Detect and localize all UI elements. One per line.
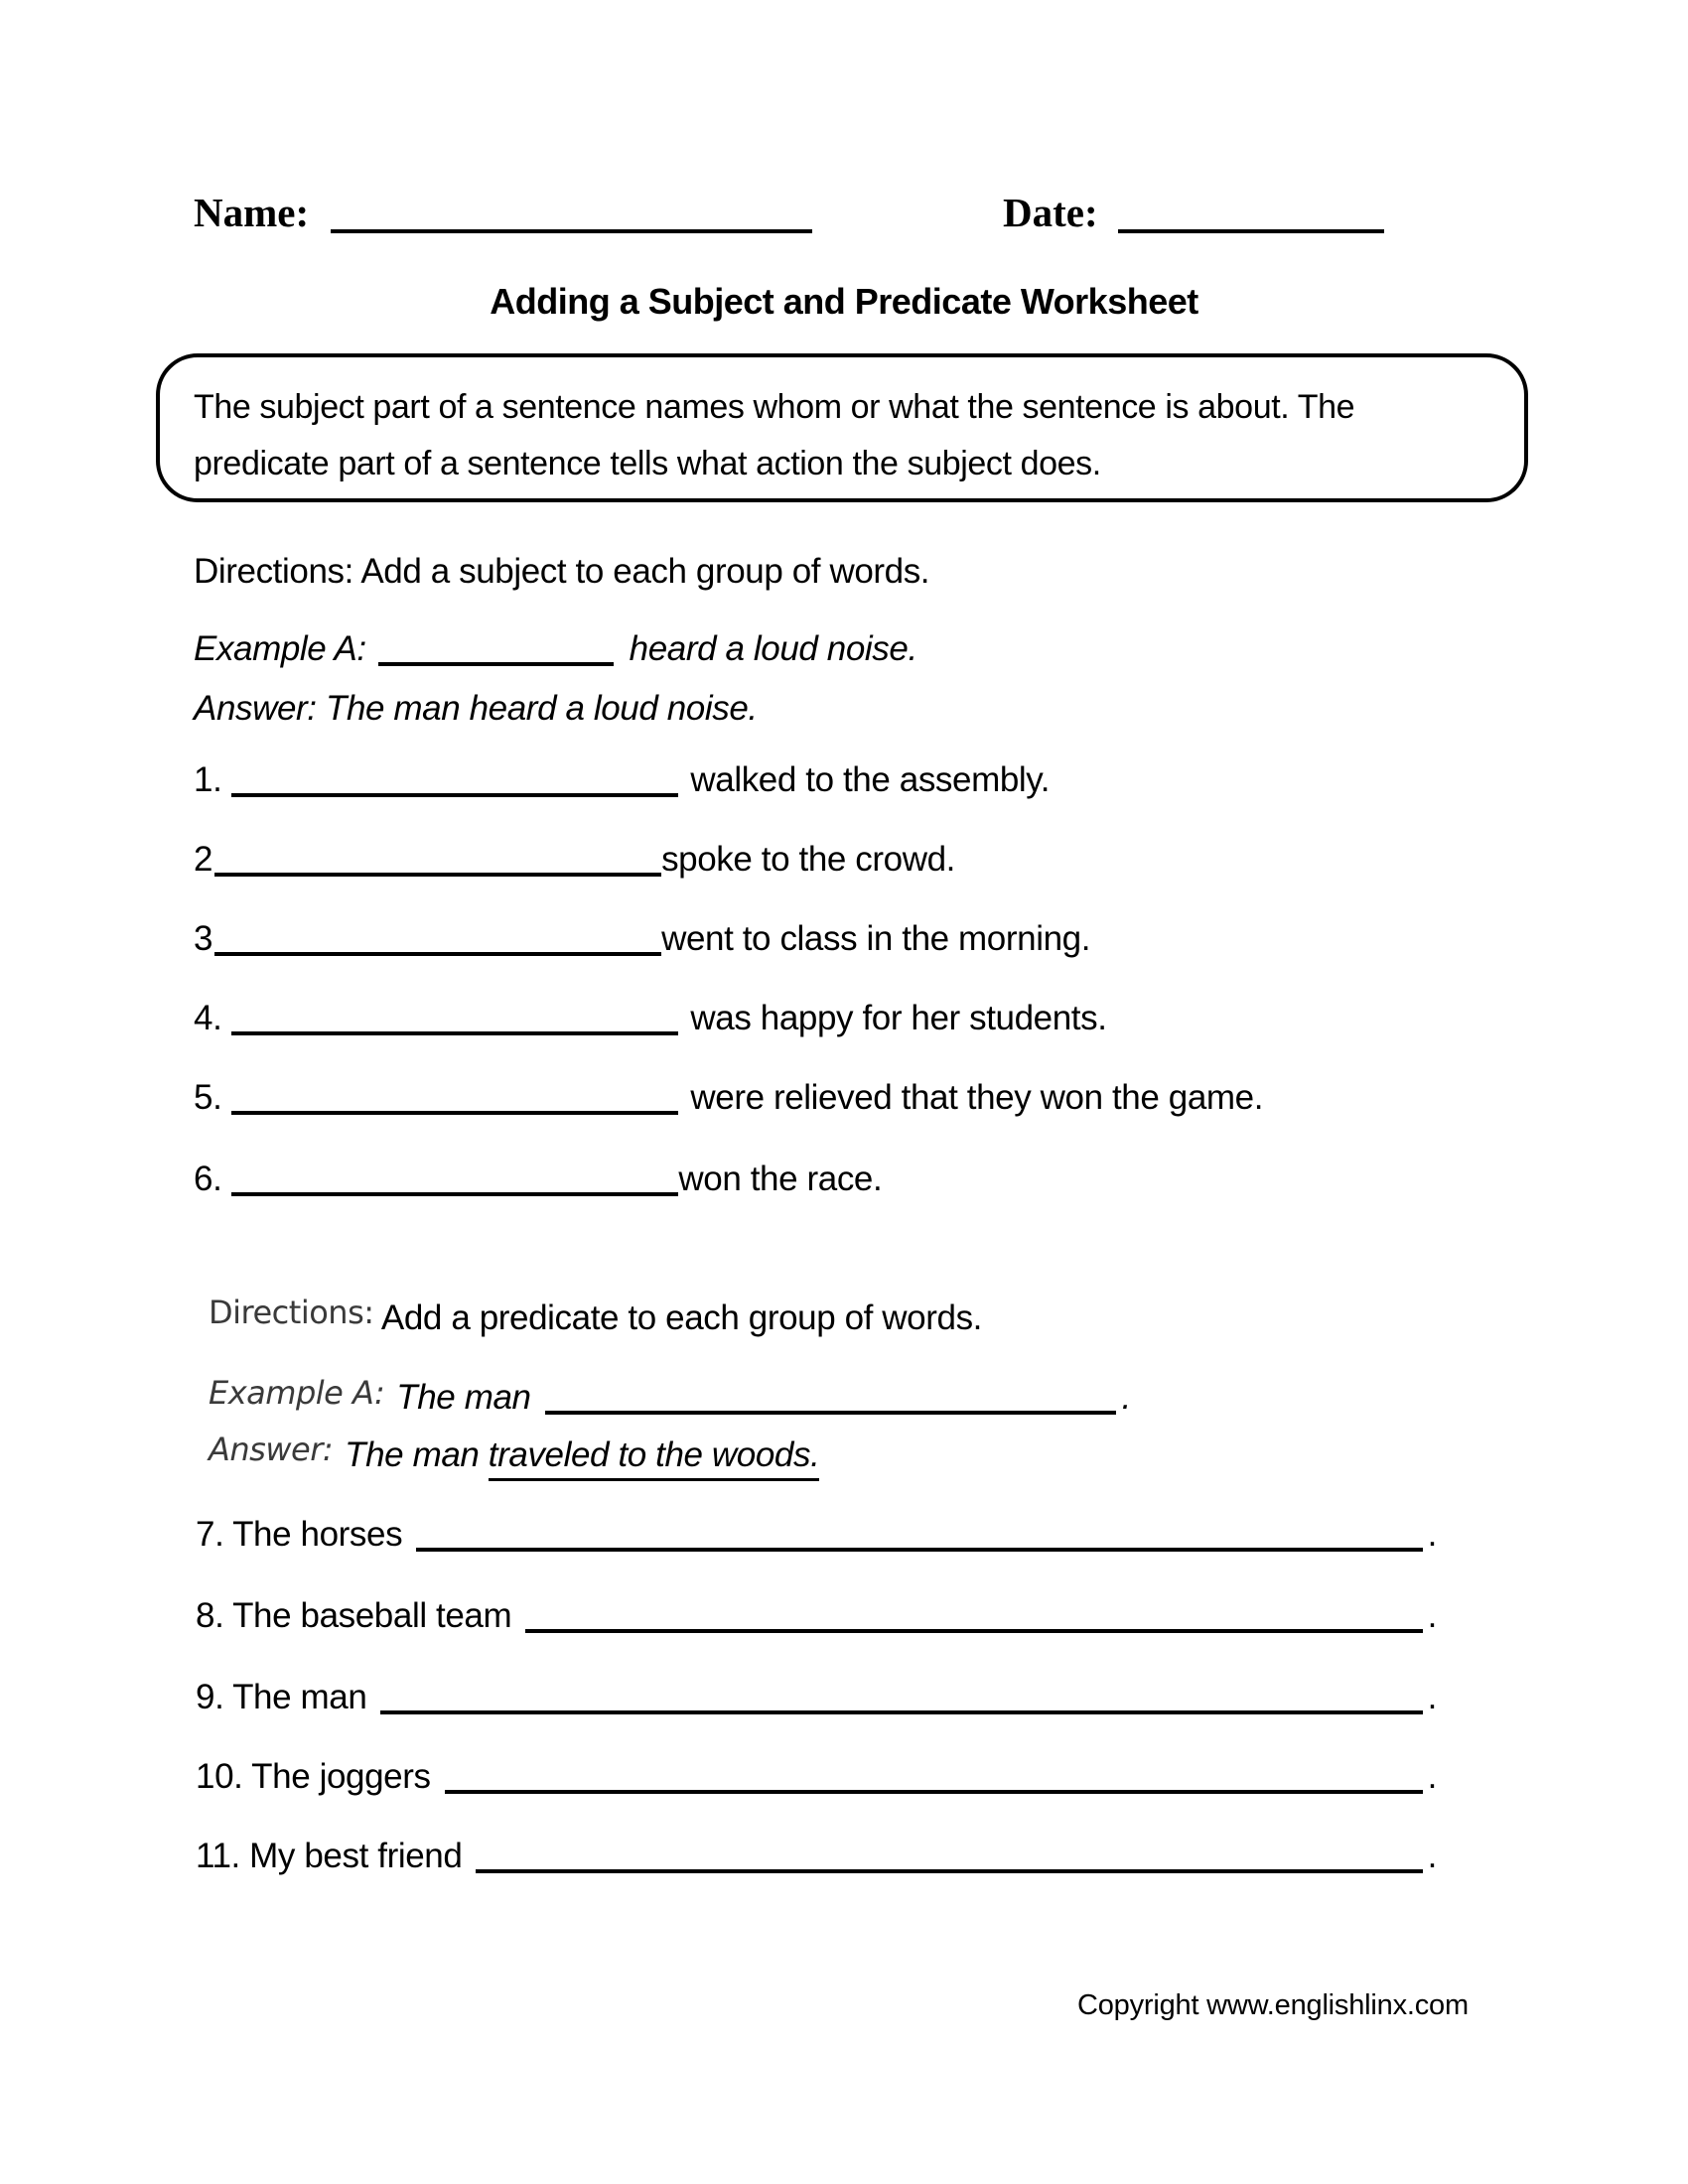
- section2-directions-label: Directions:: [209, 1294, 374, 1331]
- item-prefix: 10. The joggers: [196, 1757, 431, 1796]
- worksheet-item-4: [194, 1001, 1107, 1035]
- worksheet-item-1: [194, 762, 1050, 797]
- item-blank: [231, 1192, 678, 1196]
- section2-answer-row: [209, 1431, 820, 1474]
- section2-answer-underlined: traveled to the woods.: [489, 1435, 820, 1481]
- worksheet-item-9: [196, 1680, 1437, 1714]
- item-prefix: 8. The baseball team: [196, 1596, 512, 1635]
- item-prefix: 9. The man: [196, 1678, 367, 1716]
- name-field-row: [194, 190, 812, 235]
- item-period: .: [1427, 1515, 1437, 1554]
- item-number: 1.: [194, 760, 222, 799]
- section2-example-text: The man: [396, 1378, 531, 1417]
- date-label: Date:: [1003, 190, 1098, 235]
- item-text: spoke to the crowd.: [661, 840, 955, 879]
- worksheet-item-5: [194, 1080, 1263, 1115]
- worksheet-item-3: [194, 921, 1090, 956]
- item-blank: [214, 873, 661, 877]
- item-period: .: [1427, 1596, 1437, 1635]
- section2-directions: [209, 1294, 982, 1337]
- item-number: 2: [194, 840, 213, 879]
- section2-answer-prefix: The man: [345, 1435, 489, 1474]
- date-field-row: [1003, 190, 1384, 235]
- worksheet-item-11: [196, 1839, 1437, 1873]
- worksheet-item-2: [194, 842, 955, 877]
- name-blank: [331, 229, 812, 233]
- section1-directions: [194, 554, 929, 589]
- section2-directions-text: Add a predicate to each group of words.: [380, 1298, 982, 1337]
- section1-directions-text: Add a subject to each group of words.: [360, 552, 930, 591]
- item-blank: [525, 1629, 1422, 1633]
- item-blank: [445, 1790, 1423, 1794]
- item-blank: [476, 1869, 1422, 1873]
- worksheet-item-8: [196, 1598, 1437, 1633]
- item-blank: [380, 1710, 1422, 1714]
- info-box-text: The subject part of a sentence names whom or what the sentence is about. The predicate part of a sentence tells what action the subject does.: [194, 388, 1355, 482]
- item-period: .: [1427, 1678, 1437, 1716]
- item-prefix: 11. My best friend: [196, 1837, 463, 1875]
- item-blank: [214, 952, 661, 956]
- worksheet-item-7: [196, 1517, 1437, 1552]
- item-text: went to class in the morning.: [661, 919, 1091, 958]
- item-number: 4.: [194, 999, 222, 1037]
- info-box: [156, 353, 1528, 502]
- item-number: 3: [194, 919, 213, 958]
- worksheet-item-10: [196, 1759, 1437, 1794]
- item-prefix: 7. The horses: [196, 1515, 403, 1554]
- item-number: 6.: [194, 1160, 222, 1198]
- section1-answer-text: The man heard a loud noise.: [325, 689, 758, 728]
- section1-example-label: Example A:: [194, 629, 366, 668]
- section2-answer-label: Answer:: [209, 1431, 334, 1468]
- section1-example-row: [194, 631, 917, 666]
- item-period: .: [1427, 1837, 1437, 1875]
- item-blank: [231, 1031, 678, 1035]
- item-text: walked to the assembly.: [690, 760, 1051, 799]
- section1-example-blank: [378, 662, 614, 666]
- item-text: were relieved that they won the game.: [690, 1078, 1264, 1117]
- page-title: Adding a Subject and Predicate Worksheet: [490, 281, 1198, 322]
- item-text: was happy for her students.: [690, 999, 1107, 1037]
- item-blank: [416, 1548, 1423, 1552]
- item-period: .: [1427, 1757, 1437, 1796]
- item-number: 5.: [194, 1078, 222, 1117]
- name-label: Name:: [194, 190, 310, 235]
- date-blank: [1118, 229, 1384, 233]
- section2-example-period: .: [1121, 1378, 1131, 1417]
- copyright-text: Copyright www.englishlinx.com: [1077, 1989, 1469, 2021]
- section2-example-row: [209, 1374, 1131, 1417]
- section1-answer-label: Answer:: [194, 689, 317, 728]
- item-text: won the race.: [678, 1160, 883, 1198]
- section1-example-text: heard a loud noise.: [629, 629, 917, 668]
- section2-example-label: Example A:: [209, 1374, 385, 1412]
- worksheet-item-6: [194, 1161, 882, 1196]
- section1-answer-row: [194, 691, 758, 726]
- item-blank: [231, 793, 678, 797]
- section1-directions-label: Directions:: [194, 552, 353, 591]
- section2-example-blank: [545, 1411, 1116, 1415]
- item-blank: [231, 1111, 678, 1115]
